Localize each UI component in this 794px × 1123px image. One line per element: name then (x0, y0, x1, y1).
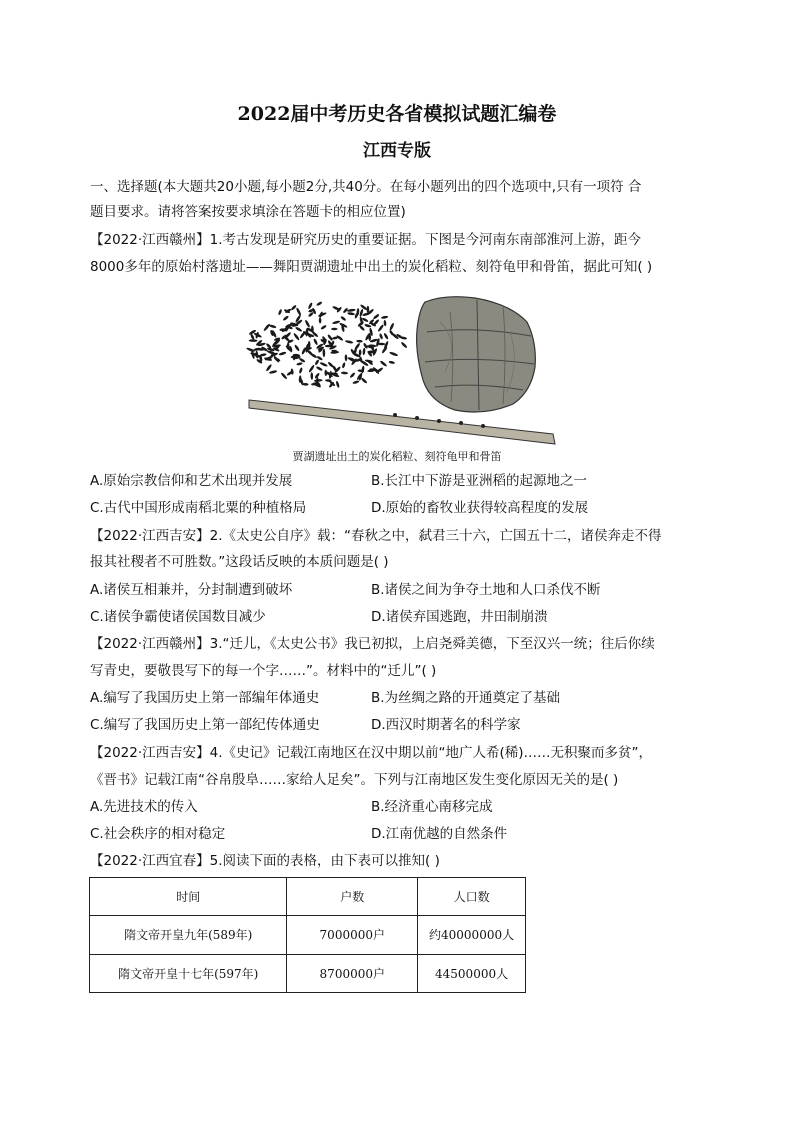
table-header-row (90, 878, 526, 916)
question-3-option-a: A.编写了我国历史上第一部编年体通史 (90, 690, 320, 706)
question-2-line-1: 【2022·江西吉安】2.《太史公自序》载：“春秋之中，弑君三十六，亡国五十二，诸侯奔走不得 (90, 528, 662, 544)
question-4-option-c: C.社会秩序的相对稳定 (90, 826, 226, 842)
table-cell: 7000000户 (287, 916, 418, 954)
table-cell: 约40000000人 (418, 916, 526, 954)
question-2-option-b: B.诸侯之间为争夺土地和人口杀伐不断 (371, 582, 601, 598)
bone-flute-image (249, 400, 555, 444)
question-1-option-b: B.长江中下游是亚洲稻的起源地之一 (371, 473, 588, 489)
question-3-line-2: 写青史，要敬畏写下的每一个字……”。材料中的“迁儿”( ) (90, 663, 437, 679)
table-cell: 隋文帝开皇十七年(597年) (90, 954, 287, 992)
population-table (89, 877, 526, 993)
table-cell: 44500000人 (418, 954, 526, 992)
question-4-option-b: B.经济重心南移完成 (371, 799, 493, 815)
table-cell: 8700000户 (287, 954, 418, 992)
question-3-option-d: D.西汉时期著名的科学家 (371, 717, 521, 733)
question-3-option-b: B.为丝绸之路的开通奠定了基础 (371, 690, 561, 706)
table-header-cell: 户数 (287, 878, 418, 916)
question-1-line-2: 8000多年的原始村落遗址——舞阳贾湖遗址中出土的炭化稻粒、刻符龟甲和骨笛，据此可知( ) (90, 259, 653, 275)
question-1-option-c: C.古代中国形成南稻北粟的种植格局 (90, 500, 307, 516)
question-4-option-d: D.江南优越的自然条件 (371, 826, 508, 842)
question-1-option-a: A.原始宗教信仰和艺术出现并发展 (90, 473, 293, 489)
question-1-line-1: 【2022·江西赣州】1.考古发现是研究历史的重要证据。下图是今河南东南部淮河上游，距今 (90, 232, 642, 248)
question-5-line-1: 【2022·江西宜春】5.阅读下面的表格，由下表可以推知( ) (90, 853, 440, 869)
carbonized-rice-image (246, 301, 408, 388)
tortoise-shell-image (417, 297, 536, 412)
table-row (90, 954, 526, 992)
page-subtitle: 江西专版 (363, 141, 431, 161)
jiahu-artifacts-figure (245, 292, 560, 452)
table-cell: 隋文帝开皇九年(589年) (90, 916, 287, 954)
question-4-option-a: A.先进技术的传入 (90, 799, 198, 815)
table-header-cell: 人口数 (418, 878, 526, 916)
page-title: 2022届中考历史各省模拟试题汇编卷 (237, 103, 557, 125)
question-3-line-1: 【2022·江西赣州】3.“迁儿，《太史公书》我已初拟，上启尧舜美德，下至汉兴一统；往后你续 (90, 636, 655, 652)
table-header-cell: 时间 (90, 878, 287, 916)
table-row (90, 916, 526, 954)
question-2-option-d: D.诸侯弃国逃跑，井田制崩溃 (371, 609, 548, 625)
question-4-line-1: 【2022·江西吉安】4.《史记》记载江南地区在汉中期以前“地广人希(稀)……无积聚而多贫”， (90, 745, 653, 761)
question-1-option-d: D.原始的畜牧业获得较高程度的发展 (371, 500, 589, 516)
instructions-line-2: 题目要求。请将答案按要求填涂在答题卡的相应位置) (90, 204, 406, 220)
instructions-line-1: 一、选择题(本大题共20小题,每小题2分,共40分。在每小题列出的四个选项中,只有一项符 合 (90, 179, 642, 195)
question-3-option-c: C.编写了我国历史上第一部纪传体通史 (90, 717, 320, 733)
question-2-option-a: A.诸侯互相兼并，分封制遭到破坏 (90, 582, 293, 598)
question-2-line-2: 报其社稷者不可胜数。”这段话反映的本质问题是( ) (90, 554, 389, 570)
figure-caption: 贾湖遗址出土的炭化稻粒、刻符龟甲和骨笛 (292, 450, 502, 463)
question-2-option-c: C.诸侯争霸使诸侯国数目减少 (90, 609, 266, 625)
question-4-line-2: 《晋书》记载江南“谷帛殷阜……家给人足矣”。下列与江南地区发生变化原因无关的是( ) (90, 772, 619, 788)
